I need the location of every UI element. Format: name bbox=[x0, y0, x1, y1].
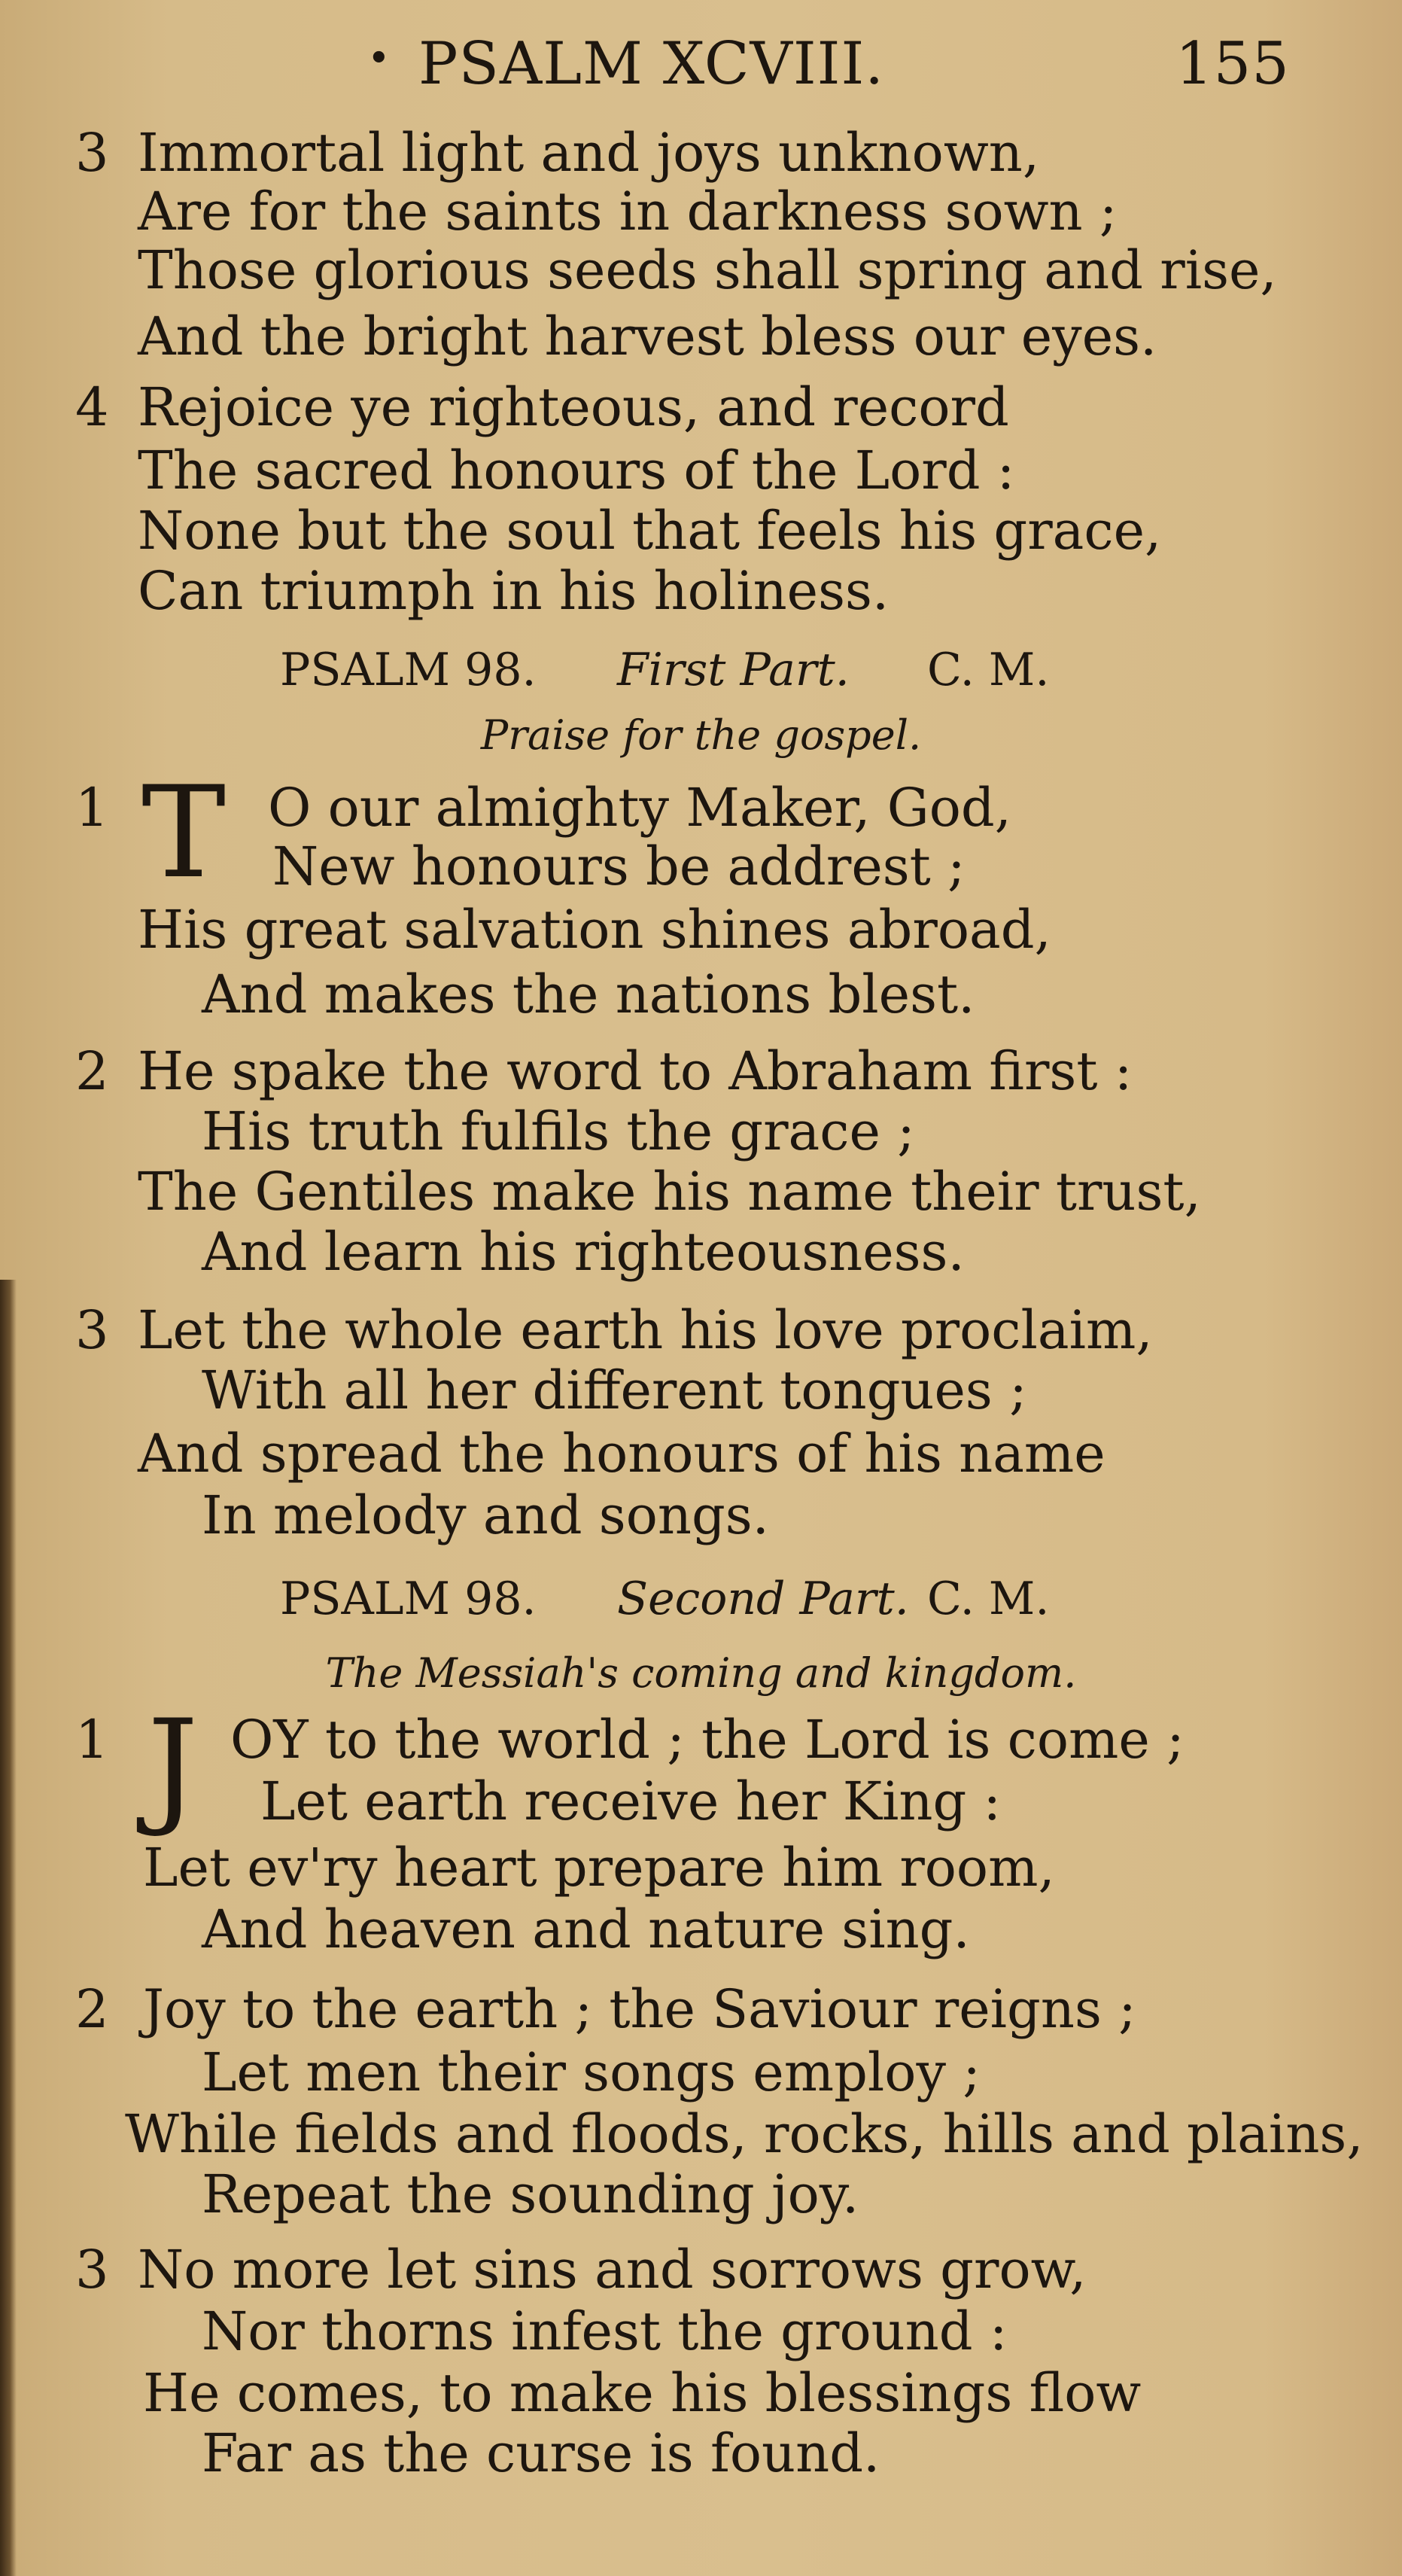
verse-text: His truth fulfils the grace ; bbox=[202, 1101, 915, 1162]
page-number: 155 bbox=[1175, 30, 1290, 98]
verse-text: O our almighty Maker, God, bbox=[268, 777, 1011, 839]
verse-text: Nor thorns infest the ground : bbox=[202, 2300, 1008, 2362]
stanza-number: 2 bbox=[75, 1040, 109, 1102]
stanza-number: 1 bbox=[75, 1709, 109, 1771]
psalm-meter: C. M. bbox=[927, 644, 1050, 696]
psalm-part: Second Part. bbox=[617, 1573, 909, 1625]
psalm-part: First Part. bbox=[617, 644, 850, 696]
psalm-number: PSALM 98. bbox=[280, 644, 537, 696]
stanza-number: 3 bbox=[75, 1299, 109, 1361]
psalm-subtitle-first: Praise for the gospel. bbox=[480, 711, 922, 759]
verse-text: Let the whole earth his love proclaim, bbox=[138, 1299, 1153, 1361]
verse-text: And learn his righteousness. bbox=[202, 1221, 965, 1283]
header-bullet: • bbox=[367, 36, 391, 81]
verse-text: Can triumph in his holiness. bbox=[138, 560, 890, 622]
verse-text: In melody and songs. bbox=[202, 1484, 769, 1546]
verse-text: Are for the saints in darkness sown ; bbox=[138, 181, 1118, 242]
verse-text: OY to the world ; the Lord is come ; bbox=[230, 1709, 1185, 1771]
verse-text: And makes the nations blest. bbox=[202, 964, 975, 1025]
psalm-meter: C. M. bbox=[927, 1573, 1050, 1625]
verse-text: Immortal light and joys unknown, bbox=[138, 122, 1040, 184]
verse-text: While fields and floods, rocks, hills and plains, bbox=[125, 2103, 1364, 2165]
page-spine-shadow bbox=[0, 1280, 17, 2576]
psalm-number: PSALM 98. bbox=[280, 1573, 537, 1625]
verse-text: And the bright harvest bless our eyes. bbox=[138, 306, 1157, 367]
drop-cap: T bbox=[141, 759, 227, 906]
verse-text: Let ev'ry heart prepare him room, bbox=[143, 1837, 1055, 1899]
drop-cap: J bbox=[147, 1692, 199, 1840]
verse-text: And spread the honours of his name bbox=[138, 1423, 1105, 1484]
verse-text: Far as the curse is found. bbox=[202, 2422, 880, 2484]
stanza-number: 2 bbox=[75, 1978, 109, 2040]
verse-text: And heaven and nature sing. bbox=[202, 1899, 970, 1960]
verse-text: None but the soul that feels his grace, bbox=[138, 500, 1162, 562]
header-title: PSALM XCVIII. bbox=[418, 30, 885, 98]
verse-text: He spake the word to Abraham first : bbox=[138, 1040, 1133, 1102]
verse-text: The sacred honours of the Lord : bbox=[138, 440, 1015, 501]
stanza-number: 3 bbox=[75, 122, 109, 184]
verse-text: Those glorious seeds shall spring and rise, bbox=[138, 239, 1277, 301]
verse-text: No more let sins and sorrows grow, bbox=[138, 2239, 1087, 2300]
running-header bbox=[0, 30, 1402, 120]
stanza-number: 1 bbox=[75, 777, 109, 839]
psalm-subtitle-second: The Messiah's coming and kingdom. bbox=[325, 1649, 1077, 1697]
verse-text: Joy to the earth ; the Saviour reigns ; bbox=[143, 1978, 1136, 2040]
verse-text: With all her different tongues ; bbox=[202, 1360, 1027, 1421]
stanza-number: 4 bbox=[75, 376, 109, 438]
verse-text: The Gentiles make his name their trust, bbox=[138, 1161, 1201, 1223]
verse-text: Rejoice ye righteous, and record bbox=[138, 376, 1009, 438]
verse-text: He comes, to make his blessings flow bbox=[143, 2362, 1142, 2424]
stanza-number: 3 bbox=[75, 2239, 109, 2300]
verse-text: New honours be addrest ; bbox=[272, 836, 966, 897]
verse-text: Let earth receive her King : bbox=[260, 1771, 1002, 1832]
verse-text: Let men their songs employ ; bbox=[202, 2042, 981, 2103]
verse-text: Repeat the sounding joy. bbox=[202, 2163, 859, 2225]
verse-text: His great salvation shines abroad, bbox=[138, 899, 1051, 961]
